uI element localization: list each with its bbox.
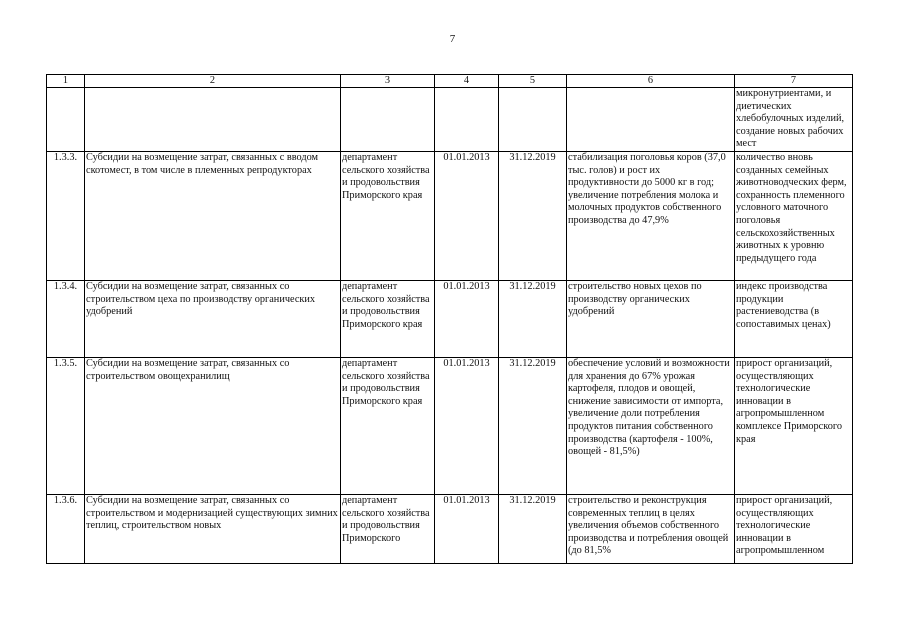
executor: департамент сельского хозяйства и продовольствия Приморского края [341, 281, 435, 358]
indicator: количество вновь созданных семейных животноводческих ферм, сохранность племенного условного маточного поголовья сельскохозяйственных животных к уровню предыдущего года [735, 152, 853, 281]
measure-name: Субсидии на возмещение затрат, связанных с вводом скотомест, в том числе в племенных репродукторах [85, 152, 341, 281]
indicator: прирост организаций, осуществляющих технологические инновации в агропромышленном комплексе Приморского края [735, 358, 853, 495]
header-row [47, 75, 853, 88]
end-date: 31.12.2019 [499, 495, 567, 564]
header-col-7: 7 [735, 75, 853, 88]
start-date: 01.01.2013 [435, 281, 499, 358]
expected-result: строительство и реконструкция современных теплиц в целях увеличения объемов собственного производства и потребления овощей (до 81,5% [567, 495, 735, 564]
table-row [47, 88, 853, 152]
measure-name: Субсидии на возмещение затрат, связанных со строительством и модернизацией существующих зимних теплиц, строительством новых [85, 495, 341, 564]
start-date: 01.01.2013 [435, 358, 499, 495]
header-col-3: 3 [341, 75, 435, 88]
page-number: 7 [449, 33, 456, 45]
row-number: 1.3.3. [47, 152, 85, 281]
measure-name: Субсидии на возмещение затрат, связанных со строительством цеха по производству органических удобрений [85, 281, 341, 358]
measure-name: Субсидии на возмещение затрат, связанных со строительством овощехранилищ [85, 358, 341, 495]
end-date [499, 88, 567, 152]
header-col-1: 1 [47, 75, 85, 88]
expected-result: обеспечение условий и возможности для хранения до 67% урожая картофеля, плодов и овощей, снижение зависимости от импорта, увеличение доли потребления продуктов питания собственного производства (картофеля - 100%, овощей - 81,5%) [567, 358, 735, 495]
row-number: 1.3.5. [47, 358, 85, 495]
end-date: 31.12.2019 [499, 358, 567, 495]
indicator: индекс производства продукции растениеводства (в сопоставимых ценах) [735, 281, 853, 358]
executor: департамент сельского хозяйства и продовольствия Приморского края [341, 152, 435, 281]
expected-result: стабилизация поголовья коров (37,0 тыс. голов) и рост их продуктивности до 5000 кг в год; увеличение потребления молока и молочных продуктов собственного производства до 47,9% [567, 152, 735, 281]
header-col-2: 2 [85, 75, 341, 88]
row-number: 1.3.4. [47, 281, 85, 358]
table-row [47, 152, 853, 281]
table-row [47, 281, 853, 358]
row-number: 1.3.6. [47, 495, 85, 564]
executor [341, 88, 435, 152]
end-date: 31.12.2019 [499, 281, 567, 358]
expected-result: строительство новых цехов по производству органических удобрений [567, 281, 735, 358]
start-date [435, 88, 499, 152]
executor: департамент сельского хозяйства и продовольствия Приморского [341, 495, 435, 564]
indicator: прирост организаций, осуществляющих технологические инновации в агропромышленном [735, 495, 853, 564]
program-table [46, 74, 853, 564]
header-col-4: 4 [435, 75, 499, 88]
end-date: 31.12.2019 [499, 152, 567, 281]
header-col-5: 5 [499, 75, 567, 88]
table-row [47, 358, 853, 495]
expected-result [567, 88, 735, 152]
start-date: 01.01.2013 [435, 152, 499, 281]
indicator: микронутриентами, и диетических хлебобулочных изделий, создание новых рабочих мест [735, 88, 853, 152]
header-col-6: 6 [567, 75, 735, 88]
measure-name [85, 88, 341, 152]
row-number [47, 88, 85, 152]
table-row [47, 495, 853, 564]
start-date: 01.01.2013 [435, 495, 499, 564]
executor: департамент сельского хозяйства и продовольствия Приморского края [341, 358, 435, 495]
